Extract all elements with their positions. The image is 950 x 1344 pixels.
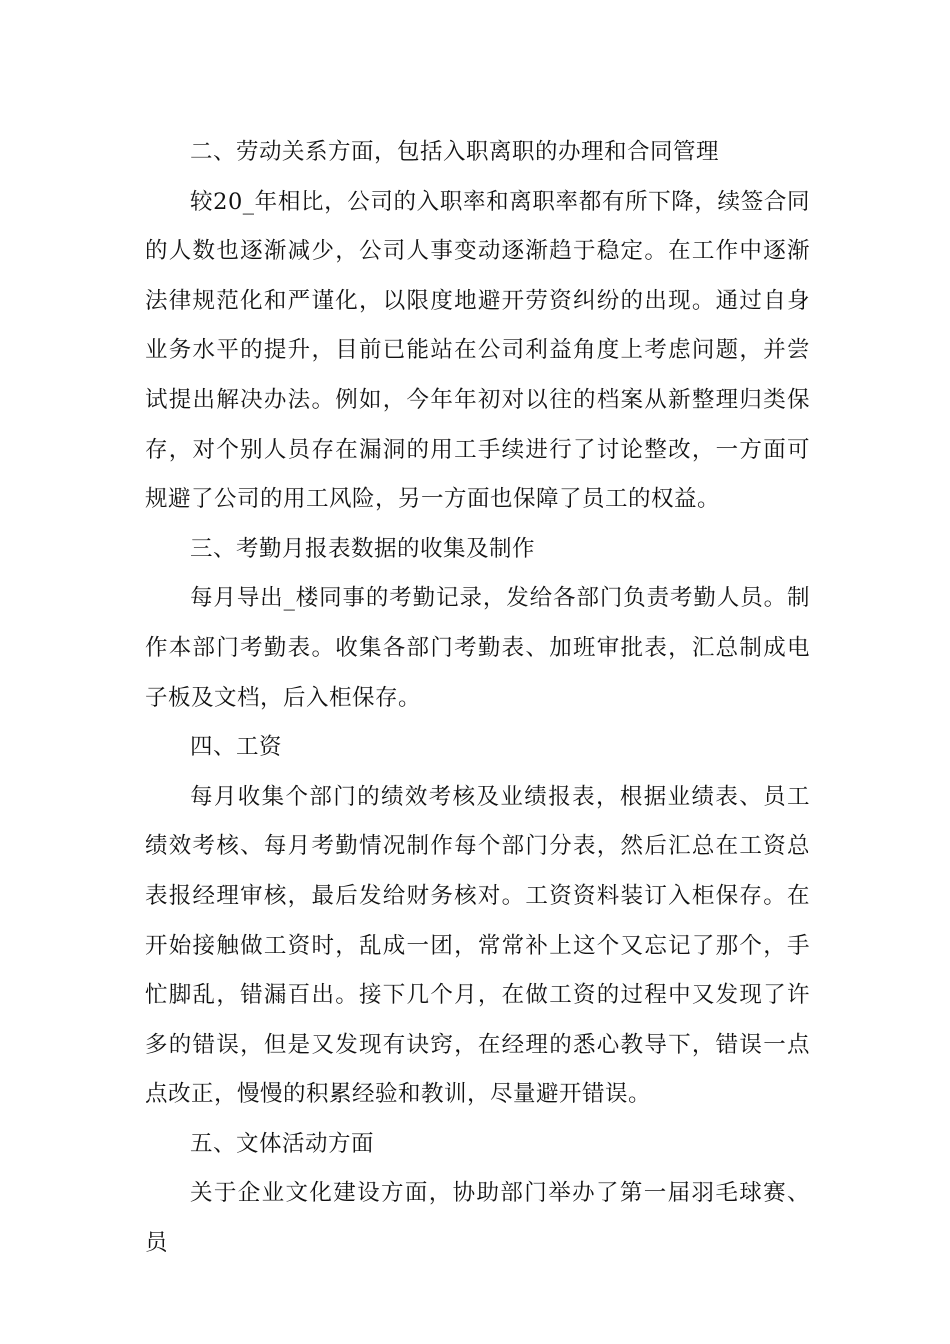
section-heading-labor-relations: 二、劳动关系方面，包括入职离职的办理和合同管理 [190, 139, 720, 165]
section-paragraph-salary: 每月收集个部门的绩效考核及业绩报表，根据业绩表、员工绩效考核、每月考勤情况制作每个部门分表，然后汇总在工资总表报经理审核，最后发给财务核对。工资资料装订入柜保存。在开始接触做工资时，乱成一团，常常补上这个又忘记了那个，手忙脚乱，错漏百出。接下几个月，在做工资的过程中又发现了许多的错误，但是又发现有诀窍，在经理的悉心教导下，错误一点点改正，慢慢的积累经验和教训，尽量避开错误。 [145, 783, 810, 1108]
section-heading-attendance: 三、考勤月报表数据的收集及制作 [190, 535, 536, 562]
section-heading-salary: 四、工资 [190, 734, 283, 761]
document-body [145, 128, 810, 1269]
section-heading-activities: 五、文体活动方面 [190, 1130, 375, 1157]
section-paragraph-activities: 关于企业文化建设方面，协助部门举办了第一届羽毛球赛、员 [145, 1180, 810, 1257]
section-paragraph-labor-relations: 较20_年相比，公司的入职率和离职率都有所下降，续签合同的人数也逐渐减少，公司人事变动逐渐趋于稳定。在工作中逐渐法律规范化和严谨化，以限度地避开劳资纠纷的出现。通过自身业务水平的提升，目前已能站在公司利益角度上考虑问题，并尝试提出解决办法。例如，今年年初对以往的档案从新整理归类保存，对个别人员存在漏洞的用工手续进行了讨论整改，一方面可规避了公司的用工风险，另一方面也保障了员工的权益。 [145, 188, 810, 513]
section-paragraph-attendance: 每月导出_楼同事的考勤记录，发给各部门负责考勤人员。制作本部门考勤表。收集各部门考勤表、加班审批表，汇总制成电子板及文档，后入柜保存。 [145, 585, 810, 711]
